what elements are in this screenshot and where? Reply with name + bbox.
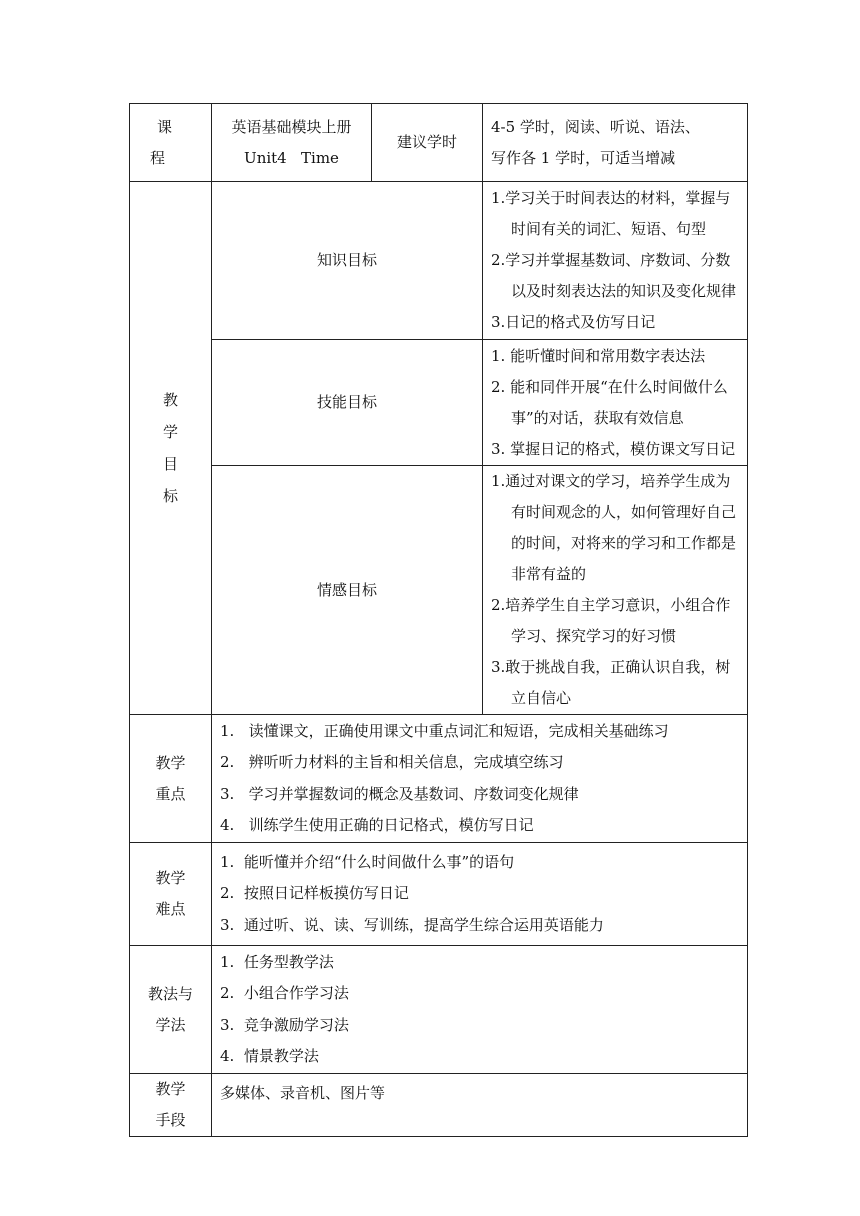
methods-label-line1: 教法与 bbox=[147, 984, 193, 1003]
objectives-label-cell bbox=[130, 182, 212, 715]
hours-line1: 4-5 学时，阅读、听说、语法、 bbox=[491, 117, 700, 136]
emotion-label-cell bbox=[212, 466, 483, 715]
means-label-cell bbox=[130, 1074, 212, 1137]
objectives-char-3: 目 bbox=[162, 455, 178, 473]
emotion-item-2: 2.培养学生自主学习意识，小组合作学习、探究学习的好习惯 bbox=[491, 596, 731, 645]
knowledge-item-2: 2.学习并掌握基数词、序数词、分数以及时刻表达法的知识及变化规律 bbox=[491, 251, 737, 300]
objectives-label bbox=[130, 384, 211, 512]
course-title-line2: Unit4 Time bbox=[244, 148, 339, 167]
emotion-content-cell bbox=[483, 466, 748, 715]
difficulties-content-cell bbox=[212, 843, 748, 946]
methods-item-3: 3. 竞争激励学习法 bbox=[220, 1015, 349, 1034]
emotion-item-3: 3.敢于挑战自我，正确认识自我，树立自信心 bbox=[491, 658, 731, 707]
lesson-plan-table bbox=[129, 103, 748, 1137]
hours-value-cell bbox=[483, 104, 748, 182]
course-row bbox=[130, 104, 748, 182]
means-label-line2: 手段 bbox=[155, 1111, 186, 1129]
course-label-cell bbox=[130, 104, 212, 182]
knowledge-row bbox=[130, 182, 748, 340]
means-content-cell bbox=[212, 1074, 748, 1137]
objectives-char-1: 教 bbox=[162, 391, 178, 409]
means-label-line1: 教学 bbox=[155, 1080, 186, 1098]
difficulties-item-2: 2. 按照日记样板摸仿写日记 bbox=[220, 884, 409, 903]
skill-content-cell bbox=[483, 340, 748, 466]
key-points-item-1: 1. 读懂课文，正确使用课文中重点词汇和短语，完成相关基础练习 bbox=[220, 721, 669, 740]
skill-item-3: 3. 掌握日记的格式，模仿课文写日记 bbox=[491, 439, 736, 458]
skill-label-cell bbox=[212, 340, 483, 466]
hours-line2: 写作各 1 学时，可适当增减 bbox=[491, 148, 676, 167]
methods-label-line2: 学法 bbox=[155, 1015, 186, 1034]
methods-content-cell bbox=[212, 946, 748, 1074]
key-points-label-line1: 教学 bbox=[155, 753, 186, 772]
objectives-char-4: 标 bbox=[162, 487, 178, 505]
objectives-char-2: 学 bbox=[162, 423, 178, 441]
methods-item-1: 1. 任务型教学法 bbox=[220, 952, 334, 971]
knowledge-item-1: 1.学习关于时间表达的材料，掌握与时间有关的词汇、短语、句型 bbox=[491, 189, 731, 238]
difficulties-row bbox=[130, 843, 748, 946]
skill-label: 技能目标 bbox=[316, 393, 377, 411]
knowledge-label: 知识目标 bbox=[316, 251, 377, 269]
means-row bbox=[130, 1074, 748, 1137]
difficulties-label-line1: 教学 bbox=[155, 869, 186, 887]
difficulties-item-1: 1. 能听懂并介绍“什么时间做什么事”的语句 bbox=[220, 852, 515, 871]
methods-item-2: 2. 小组合作学习法 bbox=[220, 984, 349, 1002]
methods-row bbox=[130, 946, 748, 1074]
difficulties-label-cell bbox=[130, 843, 212, 946]
knowledge-label-cell bbox=[212, 182, 483, 340]
emotion-row bbox=[130, 466, 748, 715]
key-points-item-3: 3. 学习并掌握数词的概念及基数词、序数词变化规律 bbox=[220, 784, 579, 803]
key-points-label-line2: 重点 bbox=[155, 784, 186, 803]
knowledge-item-3: 3.日记的格式及仿写日记 bbox=[491, 313, 656, 331]
key-points-item-4: 4. 训练学生使用正确的日记格式，模仿写日记 bbox=[220, 816, 534, 834]
difficulties-label-line2: 难点 bbox=[155, 900, 186, 918]
emotion-label: 情感目标 bbox=[316, 580, 377, 599]
methods-item-4: 4. 情景教学法 bbox=[220, 1047, 319, 1065]
key-points-row bbox=[130, 715, 748, 843]
skill-row bbox=[130, 340, 748, 466]
course-title-line1: 英语基础模块上册 bbox=[231, 117, 352, 136]
hours-label: 建议学时 bbox=[396, 133, 457, 151]
emotion-item-1: 1.通过对课文的学习，培养学生成为有时间观念的人，如何管理好自己的时间，对将来的学习和工作都是非常有益的 bbox=[491, 472, 737, 583]
difficulties-item-3: 3. 通过听、说、读、写训练，提高学生综合运用英语能力 bbox=[220, 915, 604, 934]
knowledge-content-cell bbox=[483, 182, 748, 340]
hours-label-cell bbox=[372, 104, 483, 182]
skill-item-2: 2. 能和同伴开展“在什么时间做什么事”的对话，获取有效信息 bbox=[491, 377, 728, 427]
course-label: 课程 bbox=[149, 117, 198, 167]
key-points-item-2: 2. 辨听听力材料的主旨和相关信息，完成填空练习 bbox=[220, 753, 564, 771]
means-content: 多媒体、录音机、图片等 bbox=[220, 1084, 386, 1102]
course-title-cell bbox=[212, 104, 372, 182]
key-points-content-cell bbox=[212, 715, 748, 843]
key-points-label-cell bbox=[130, 715, 212, 843]
skill-item-1: 1. 能听懂时间和常用数字表达法 bbox=[491, 346, 706, 365]
methods-label-cell bbox=[130, 946, 212, 1074]
